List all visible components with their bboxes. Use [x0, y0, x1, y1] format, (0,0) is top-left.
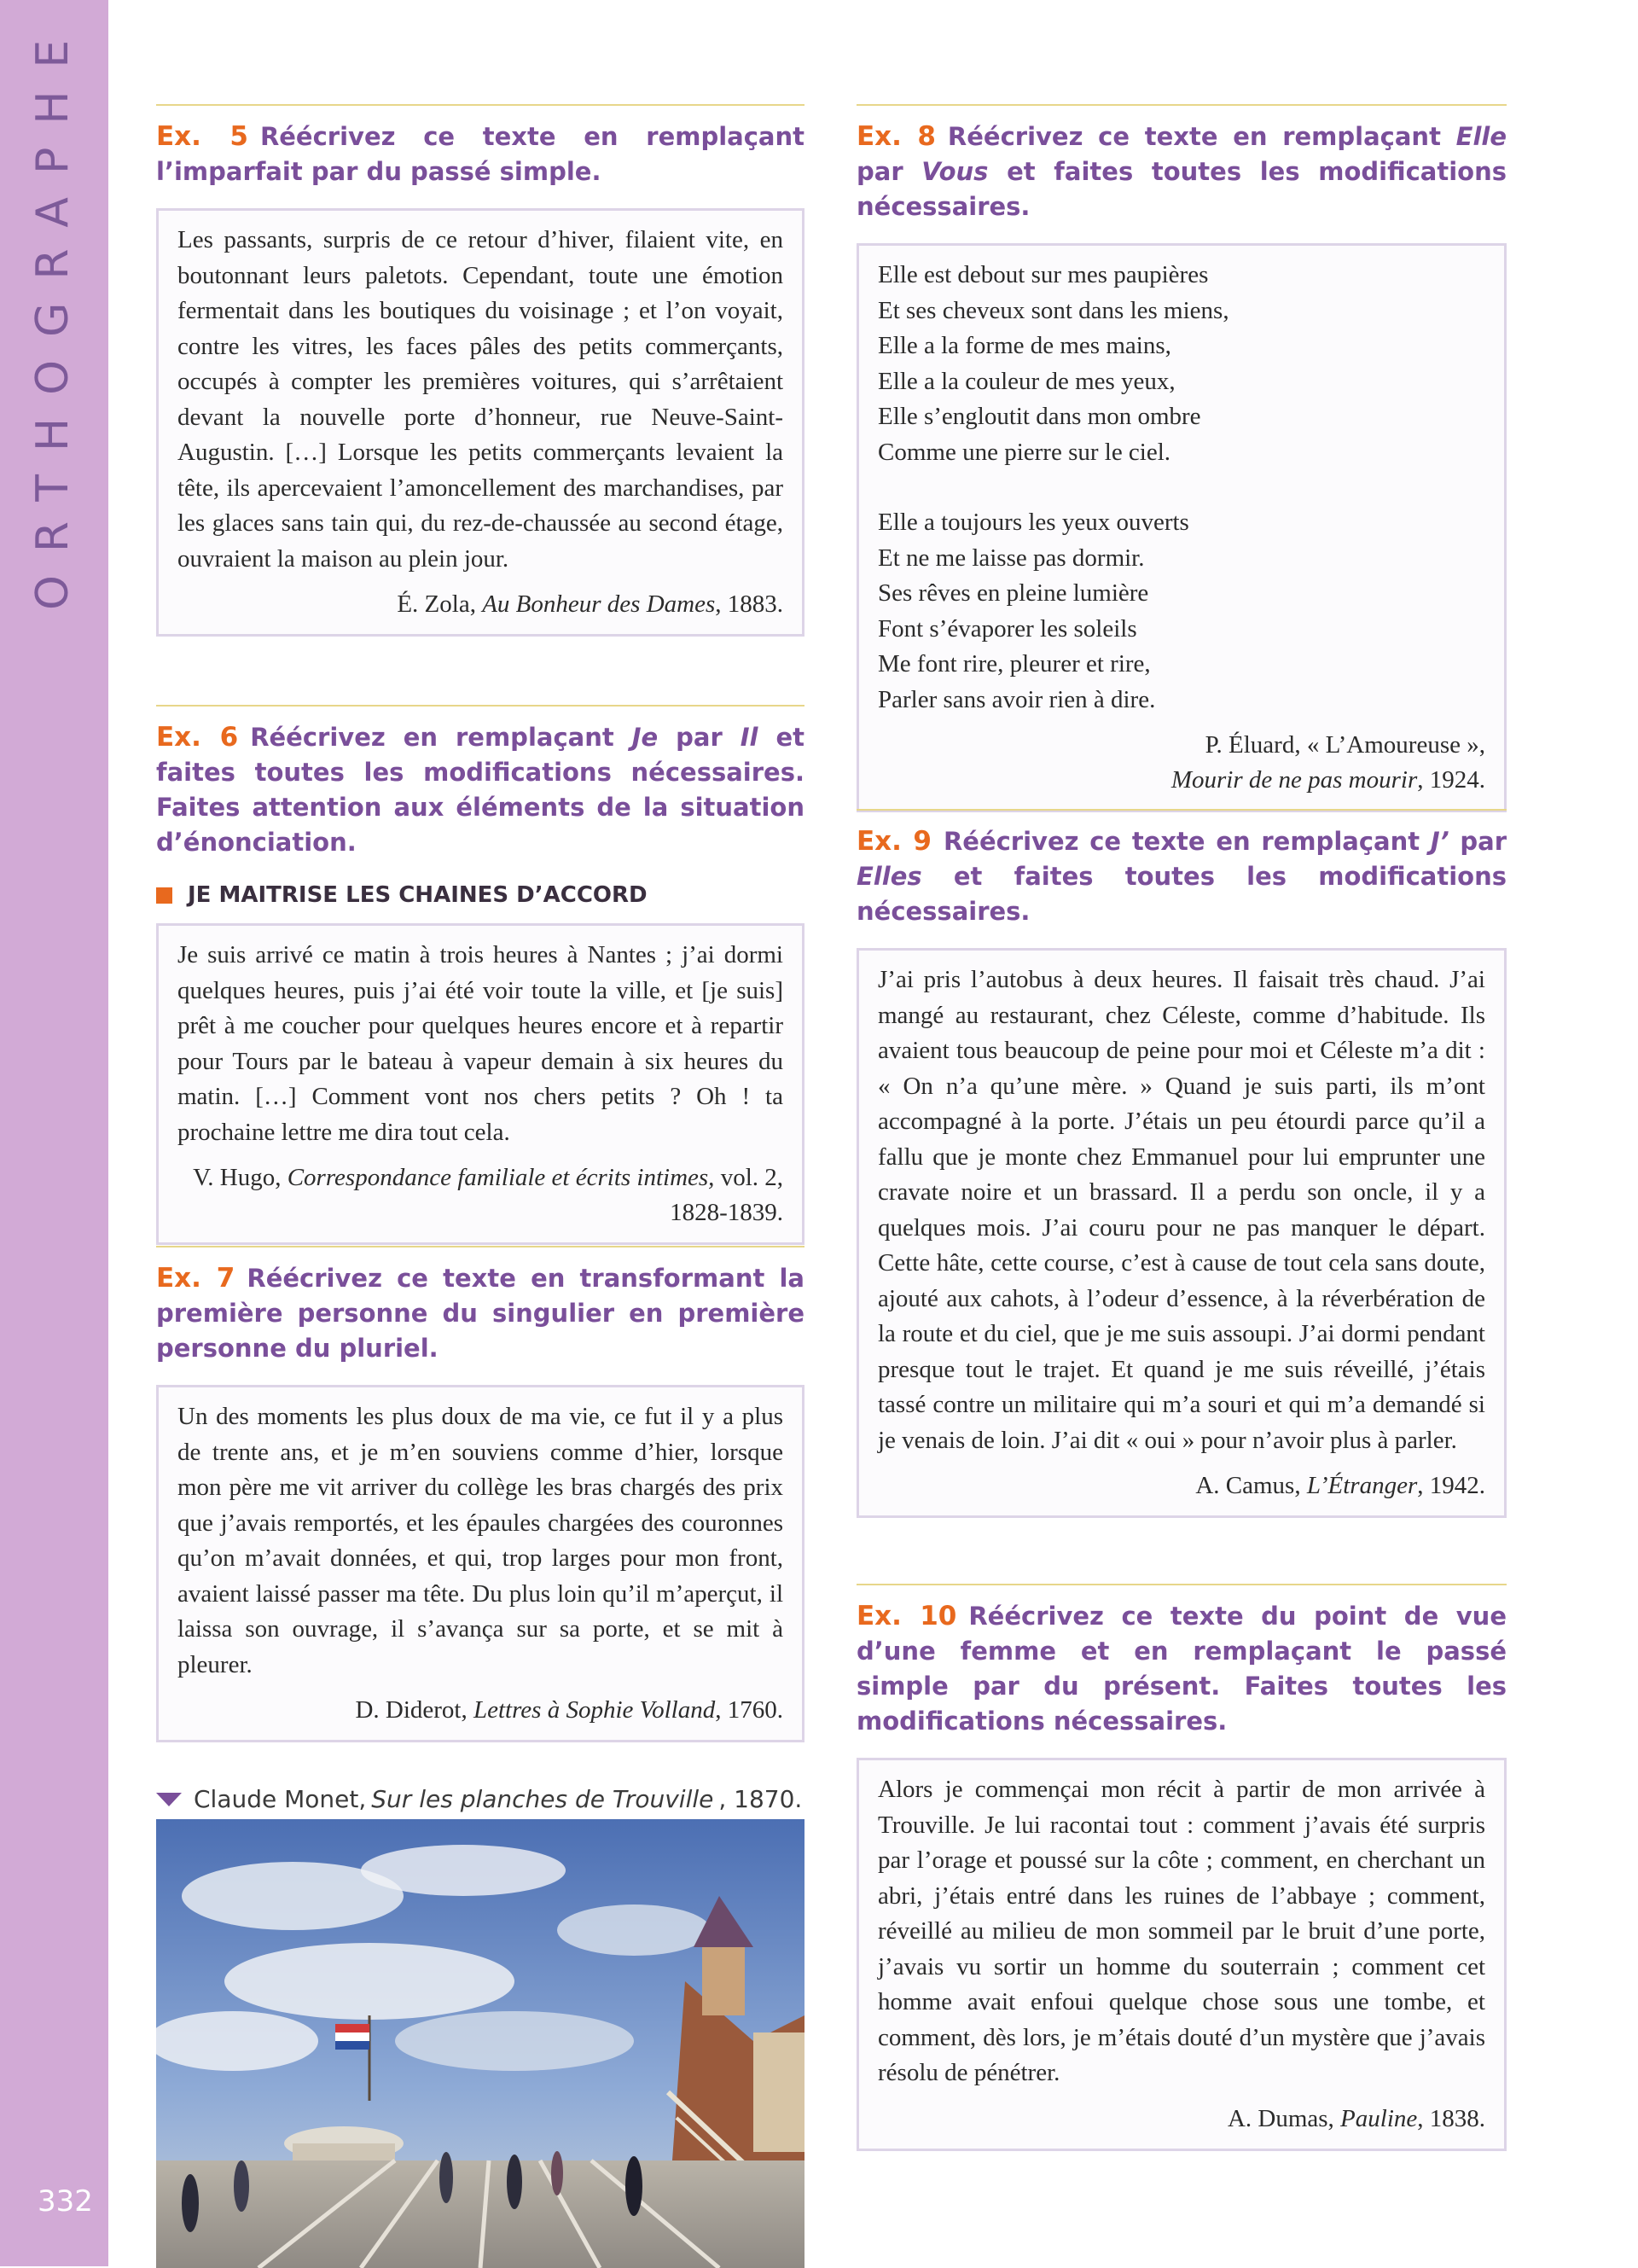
poem-line: Et ses cheveux sont dans les miens, — [878, 296, 1229, 324]
poem-stanza-1 — [878, 258, 1485, 470]
exercise-6 — [156, 705, 804, 1245]
exercise-6-source — [177, 1160, 783, 1230]
exercise-6-instruction-part: et faites toutes les modifications nécessaires. Faites attention aux éléments de la situation d’énonciation. — [156, 723, 804, 857]
poem-line: Comme une pierre sur le ciel. — [878, 438, 1171, 466]
caption-author: Claude Monet, — [194, 1785, 367, 1813]
exercise-7-heading — [156, 1261, 804, 1366]
exercise-10-heading — [857, 1599, 1507, 1739]
exercise-7-text: Un des moments les plus doux de ma vie, ce fut il y a plus de trente ans, et je m’en souviens comme d’hier, lorsque mon père me vit arriver du collège les bras chargés des prix que j’avais remportés, et les épaules chargées des couronnes qu’on m’avait données, et qui, trop larges pour mon front, avaient laissé passer ma tête. Du plus loin qu’il m’aperçut, il laissa son ouvrage, il s’avança sur sa porte, et se mit à pleurer. — [177, 1403, 783, 1678]
exercise-8-word-to: Vous — [921, 157, 989, 186]
exercise-6-instruction-part: par — [658, 723, 741, 752]
exercise-9 — [857, 809, 1507, 1518]
poem-line: Elle a la couleur de mes yeux, — [878, 367, 1176, 395]
exercise-10-text: Alors je commençai mon récit à partir de mon arrivée à Trouville. Je lui racontai tout : comment j’avais été surpris par l’orage et poussé sur la côte ; comment, en cherchant un abri, j’étais entré dans les ruines de l’abbaye ; comment, réveillé au milieu de mon sommeil par le bruit d’une porte, j’avais vu sortir un homme du souterrain ; comment cet homme avait enfoui quelque chose sous une tombe, et comment, dès lors, je m’étais douté d’un mystère que j’avais résolu de pénétrer. — [878, 1776, 1485, 2086]
exercise-9-instruction-part: Réécrivez ce texte en remplaçant — [943, 827, 1431, 856]
exercise-5-source-year: , 1883. — [715, 590, 783, 618]
exercise-5-heading — [156, 119, 804, 189]
caption-year: , 1870. — [718, 1785, 803, 1813]
exercise-9-heading — [857, 824, 1507, 929]
exercise-5 — [156, 104, 804, 637]
triangle-down-icon — [156, 1793, 182, 1806]
exercise-7-source-title: Lettres à Sophie Volland — [473, 1696, 716, 1724]
exercise-6-text: Je suis arrivé ce matin à trois heures à Nantes ; j’ai dormi quelques heures, puis j’ai été voir toute la ville, et [je suis] prêt à me coucher pour quelques heures encore et à repartir pour Tours par le bateau à vapeur demain à six heures du matin. […] Comment vont nos chers petits ? Oh ! ta prochaine lettre me dira tout cela. — [177, 941, 783, 1146]
exercise-8-instruction-part: Réécrivez ce texte en remplaçant — [947, 122, 1456, 151]
exercise-9-number: Ex. 9 — [857, 826, 932, 857]
poem-line: Elle a la forme de mes mains, — [878, 332, 1171, 359]
exercise-10-source — [878, 2102, 1485, 2137]
exercise-6-word-from: Je — [631, 723, 659, 752]
exercise-9-source-year: , 1942. — [1417, 1472, 1485, 1499]
exercise-10-text-box — [857, 1758, 1507, 2151]
exercise-8-instruction-part: et faites toutes les modifications nécessaires. — [857, 157, 1507, 221]
exercise-10-instruction: Réécrivez ce texte du point de vue d’une femme et en remplaçant le passé simple par du présent. Faites toutes les modifications nécessaires. — [857, 1602, 1507, 1736]
exercise-8-source — [878, 728, 1485, 798]
exercise-8-source-year: , 1924. — [1417, 766, 1485, 794]
exercise-9-source-title: L’Étranger — [1306, 1472, 1418, 1499]
exercise-5-text: Les passants, surpris de ce retour d’hiver, filaient vite, en boutonnant leurs paletots. Cependant, toute une émotion fermentait dans les boutiques du voisinage ; et l’on voyait, contre les vitres, les faces pâles des petits commerçants, occupés à compter les premières voitures, qui s’arrêtaient devant la nouvelle porte d’honneur, rue Neuve-Saint-Augustin. […] Lorsque les petits commerçants levaient la tête, ils apercevaient l’amoncellement des marchandises, par les glaces sans tain qui, du rez-de-chaussée au second étage, ouvraient la maison au plein jour. — [177, 226, 783, 573]
exercise-9-instruction-part: et faites toutes les modifications nécessaires. — [857, 862, 1507, 926]
poem-line: Elle est debout sur mes paupières — [878, 261, 1209, 288]
square-bullet-icon — [156, 887, 172, 904]
poem-stanza-2 — [878, 505, 1485, 718]
exercise-5-source-title: Au Bonheur des Dames — [482, 590, 716, 618]
exercise-8-word-from: Elle — [1455, 122, 1507, 151]
exercise-10 — [857, 1584, 1507, 2151]
exercise-10-source-author: A. Dumas, — [1227, 2104, 1341, 2132]
painting-illustration — [156, 1819, 804, 2268]
poem-line: Et ne me laisse pas dormir. — [878, 544, 1145, 572]
exercise-6-number: Ex. 6 — [156, 722, 239, 753]
exercise-9-text-box — [857, 948, 1507, 1518]
exercise-8-instruction-part: par — [857, 157, 922, 186]
exercise-10-source-title: Pauline — [1340, 2104, 1418, 2132]
painting-image — [156, 1819, 804, 2268]
exercise-7-source-author: D. Diderot, — [355, 1696, 473, 1724]
right-column — [857, 0, 1507, 2266]
poem-line: Font s’évaporer les soleils — [878, 614, 1137, 643]
exercise-6-subheading-text: JE MAITRISE LES CHAINES D’ACCORD — [188, 882, 648, 908]
exercise-7-source-year: , 1760. — [715, 1696, 783, 1724]
exercise-9-word-from: J’ — [1430, 827, 1449, 856]
exercise-7-text-box — [156, 1385, 804, 1742]
exercise-5-number: Ex. 5 — [156, 121, 248, 152]
poem-line: Me font rire, pleurer et rire, — [878, 650, 1151, 677]
painting-caption — [156, 1785, 802, 1813]
exercise-6-word-to: Il — [740, 723, 758, 752]
exercise-7-instruction: Réécrivez ce texte en transformant la première personne du singulier en première personne du pluriel. — [156, 1264, 805, 1363]
exercise-6-text-box — [156, 923, 804, 1245]
exercise-5-source-author: É. Zola, — [397, 590, 483, 618]
exercise-6-instruction-part: Réécrivez en remplaçant — [250, 723, 632, 752]
exercise-9-instruction-part: par — [1449, 827, 1507, 856]
exercise-6-subheading — [156, 882, 804, 908]
exercise-10-source-year: , 1838. — [1417, 2104, 1485, 2132]
exercise-5-instruction: Réécrivez ce texte en remplaçant l’imparfait par du passé simple. — [156, 122, 805, 186]
exercise-7 — [156, 1246, 804, 1742]
poem-line: Elle s’engloutit dans mon ombre — [878, 403, 1201, 430]
exercise-8-source-title: Mourir de ne pas mourir — [1170, 766, 1418, 794]
exercise-5-text-box — [156, 208, 804, 637]
exercise-8-heading — [857, 119, 1507, 224]
exercise-8-number: Ex. 8 — [857, 121, 936, 152]
exercise-8-source-author: P. Éluard, « L’Amoureuse », — [1205, 731, 1485, 759]
page-number: 332 — [38, 2184, 93, 2219]
sidebar — [0, 0, 108, 2266]
exercise-9-source — [878, 1468, 1485, 1503]
section-title: ORTHOGRAPHE — [27, 16, 78, 610]
left-column — [156, 0, 804, 2266]
exercise-8 — [857, 104, 1507, 812]
exercise-9-source-author: A. Camus, — [1195, 1472, 1307, 1499]
exercise-7-number: Ex. 7 — [156, 1263, 235, 1294]
poem-line: Parler sans avoir rien à dire. — [878, 685, 1156, 713]
exercise-9-text: J’ai pris l’autobus à deux heures. Il faisait très chaud. J’ai mangé au restaurant, chez Céleste, comme d’habitude. Ils avaient tous beaucoup de peine pour moi et Céleste m’a dit : « On n’a qu’une mère. » Quand je suis parti, ils m’ont accompagné à la porte. J’étais un peu étourdi parce qu’il a fallu que je monte chez Emmanuel pour lui emprunter une cravate noire et un brassard. Il a perdu son oncle, il y a quelques mois. J’ai couru pour ne pas manquer le départ. Cette hâte, cette course, c’est à cause de tout cela sans doute, ajouté aux cahots, à l’odeur d’essence, à la réverbération de la route et du ciel, que je me suis assoupi. J’ai dormi pendant presque tout le trajet. Et quand je me suis réveillé, j’étais tassé contre un militaire qui m’a souri et qui m’a demandé si je venais de loin. J’ai dit « oui » pour n’avoir plus à parler. — [878, 966, 1485, 1454]
exercise-10-number: Ex. 10 — [857, 1601, 957, 1631]
exercise-5-source — [177, 587, 783, 622]
exercise-9-word-to: Elles — [857, 862, 922, 891]
exercise-6-source-rest: vol. 2, 1828-1839. — [670, 1164, 783, 1226]
exercise-6-source-author: V. Hugo, — [193, 1164, 288, 1191]
poem-line: Ses rêves en pleine lumière — [878, 579, 1149, 607]
poem-line: Elle a toujours les yeux ouverts — [878, 509, 1189, 536]
caption-title: Sur les planches de Trouville — [371, 1785, 714, 1813]
exercise-6-source-title: Correspondance familiale et écrits intimes, — [287, 1164, 715, 1191]
exercise-7-source — [177, 1693, 783, 1728]
exercise-8-text-box — [857, 243, 1507, 812]
exercise-6-heading — [156, 720, 804, 860]
